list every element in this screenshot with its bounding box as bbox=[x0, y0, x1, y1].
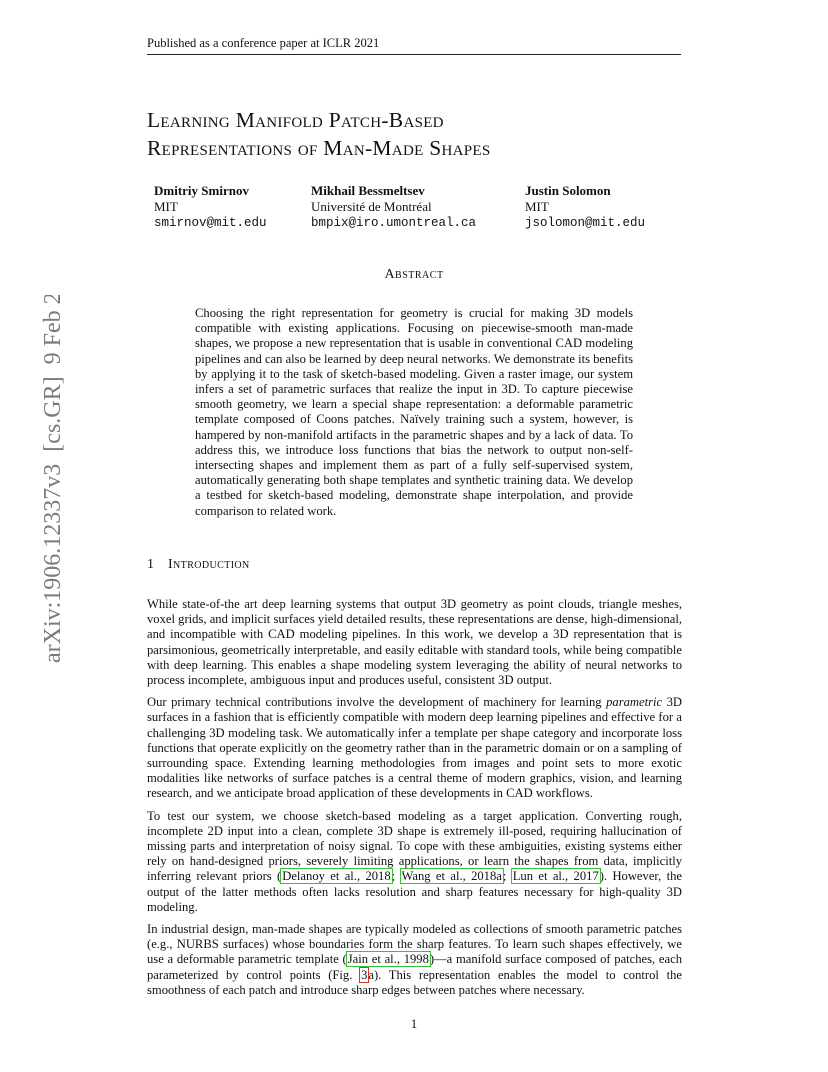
citation-link[interactable]: Wang et al., 2018a bbox=[401, 869, 502, 884]
section-title: Introduction bbox=[168, 557, 250, 572]
text-run: Our primary technical contributions involve the development of machinery for learning bbox=[147, 695, 607, 710]
citation-link[interactable]: Delanoy et al., 2018 bbox=[282, 869, 391, 884]
author-affiliation: Université de Montréal bbox=[311, 199, 432, 214]
text-run: a). This representation enables the model to control the smoothness of each patch and introduce sharp edges between patches where necessary. bbox=[147, 967, 682, 997]
abstract-text: Choosing the right representation for geometry is crucial for making 3D models compatible with existing applications. Focusing on piecewise-smooth man-made shapes, we propose a new representation that is usable in conventional CAD modeling pipelines and can also be learned by deep neural networks. We demonstrate its benefits by applying it to the task of sketch-based modeling. Given a raster image, our system infers a set of parametric surfaces that realize the input in 3D. To capture piecewise smooth geometry, we learn a special shape representation: a deformable parametric template composed of Coons patches. Naïvely training such a system, however, is hampered by non-manifold artifacts in the parametric shapes and by a lack of data. To address this, we introduce loss functions that bias the network to output non-self-intersecting shapes and implement them as part of a fully self-supervised system, automatically generating both shape templates and synthetic training data. We develop a testbed for sketch-based modeling, demonstrate shape interpolation, and provide comparison to related work. bbox=[195, 306, 633, 518]
paper-title bbox=[147, 106, 707, 162]
author-name: Mikhail Bessmeltsev bbox=[311, 183, 425, 198]
author-affiliation: MIT bbox=[525, 199, 549, 214]
title-line-1: Learning Manifold Patch-Based bbox=[147, 108, 444, 132]
paragraph-3: To test our system, we choose sketch-based modeling as a target application. Converting rough, incomplete 2D input into a clean, complete 3D shape is extremely ill-posed, requiring hallucination of missing parts and interpretation of noisy signal. To cope with these ambiguities, existing systems either rely on hand-designed priors, severely limiting applications, or learn the shapes from data, implicitly inferring relevant priors (Delanoy et al., 2018; Wang et al., 2018a; Lun et al., 2017). However, the output of the latter methods often lacks resolution and sharp features necessary for high-quality 3D modeling. bbox=[147, 808, 682, 914]
author-3 bbox=[525, 183, 645, 231]
emphasis: parametric bbox=[606, 695, 663, 710]
author-email[interactable]: smirnov@mit.edu bbox=[154, 216, 267, 230]
section-number: 1 bbox=[147, 557, 154, 572]
author-2 bbox=[311, 183, 476, 231]
text-run: To test our system, we choose sketch-based modeling as a target application. Converting rough, incomplete 2D input into a clean, complete 3D shape is extremely ill-posed, requiring hallucination of missing parts and interpretation of noisy signal. To cope with these ambiguities, existing systems either rely on hand-designed priors, severely limiting applications, or learn the shapes from data, implicitly inferring relevant priors ( bbox=[147, 808, 682, 884]
paragraph-1: While state-of-the art deep learning systems that output 3D geometry as point clouds, triangle meshes, voxel grids, and implicit surfaces yield detailed results, these representations are dense, high-dimensional, and incompatible with CAD modeling pipelines. In this work, we develop a 3D representation that is parsimonious, geometrically interpretable, and easily editable with standard tools, while being compatible with deep learning. This enables a shape modeling system leveraging the ability of neural networks to process incomplete, ambiguous input and produces useful, consistent 3D output. bbox=[147, 597, 682, 688]
page-number: 1 bbox=[410, 1016, 418, 1031]
citation-link[interactable]: Jain et al., 1998 bbox=[347, 952, 429, 967]
running-header: Published as a conference paper at ICLR 2021 bbox=[147, 36, 681, 55]
arxiv-sidebar-stamp bbox=[20, 295, 70, 665]
abstract-heading: Abstract bbox=[384, 267, 444, 282]
figure-reference-link[interactable]: 3 bbox=[361, 967, 368, 982]
paragraph-4 bbox=[147, 922, 682, 998]
author-email[interactable]: jsolomon@mit.edu bbox=[525, 216, 646, 230]
text-run: In industrial design, man-made shapes are typically modeled as collections of smooth parametric patches (e.g., NURBS surfaces) whose boundaries form the sharp features. To learn such shapes effectively, we use a deformable parametric template ( bbox=[147, 922, 682, 967]
title-line-2: Representations of Man-Made Shapes bbox=[147, 136, 491, 160]
paragraph-2 bbox=[147, 695, 682, 801]
text-run: 3D surfaces in a fashion that is efficiently compatible with modern deep learning pipelines and effective for a challenging 3D modeling task. We automatically infer a template per shape category and incorporate loss functions that operate explicitly on the geometry rather than in the parametric domain or on a sampling of surrounding space. Extending learning methodologies from images and point sets to more exotic modalities like networks of surface patches is a central theme of modern graphics, vision, and learning research, and we anticipate broad application of these developments in CAD workflows. bbox=[147, 695, 682, 801]
author-block bbox=[154, 183, 694, 233]
text-run: )—a manifold surface composed of patches, each parameterized by control points (Fig. bbox=[147, 952, 682, 982]
author-email[interactable]: bmpix@iro.umontreal.ca bbox=[311, 216, 477, 230]
section-heading bbox=[147, 557, 250, 573]
author-affiliation: MIT bbox=[154, 199, 178, 214]
text-run: ). However, the output of the latter methods often lacks resolution and sharp features necessary for high-quality 3D modeling. bbox=[147, 869, 682, 914]
arxiv-id: arXiv:1906.12337v3 [cs.GR] 9 Feb 2021 bbox=[40, 295, 66, 663]
citation-link[interactable]: Lun et al., 2017 bbox=[512, 869, 599, 884]
author-1 bbox=[154, 183, 267, 231]
introduction-body bbox=[147, 597, 682, 1005]
author-name: Dmitriy Smirnov bbox=[154, 183, 249, 198]
author-name: Justin Solomon bbox=[525, 183, 611, 198]
